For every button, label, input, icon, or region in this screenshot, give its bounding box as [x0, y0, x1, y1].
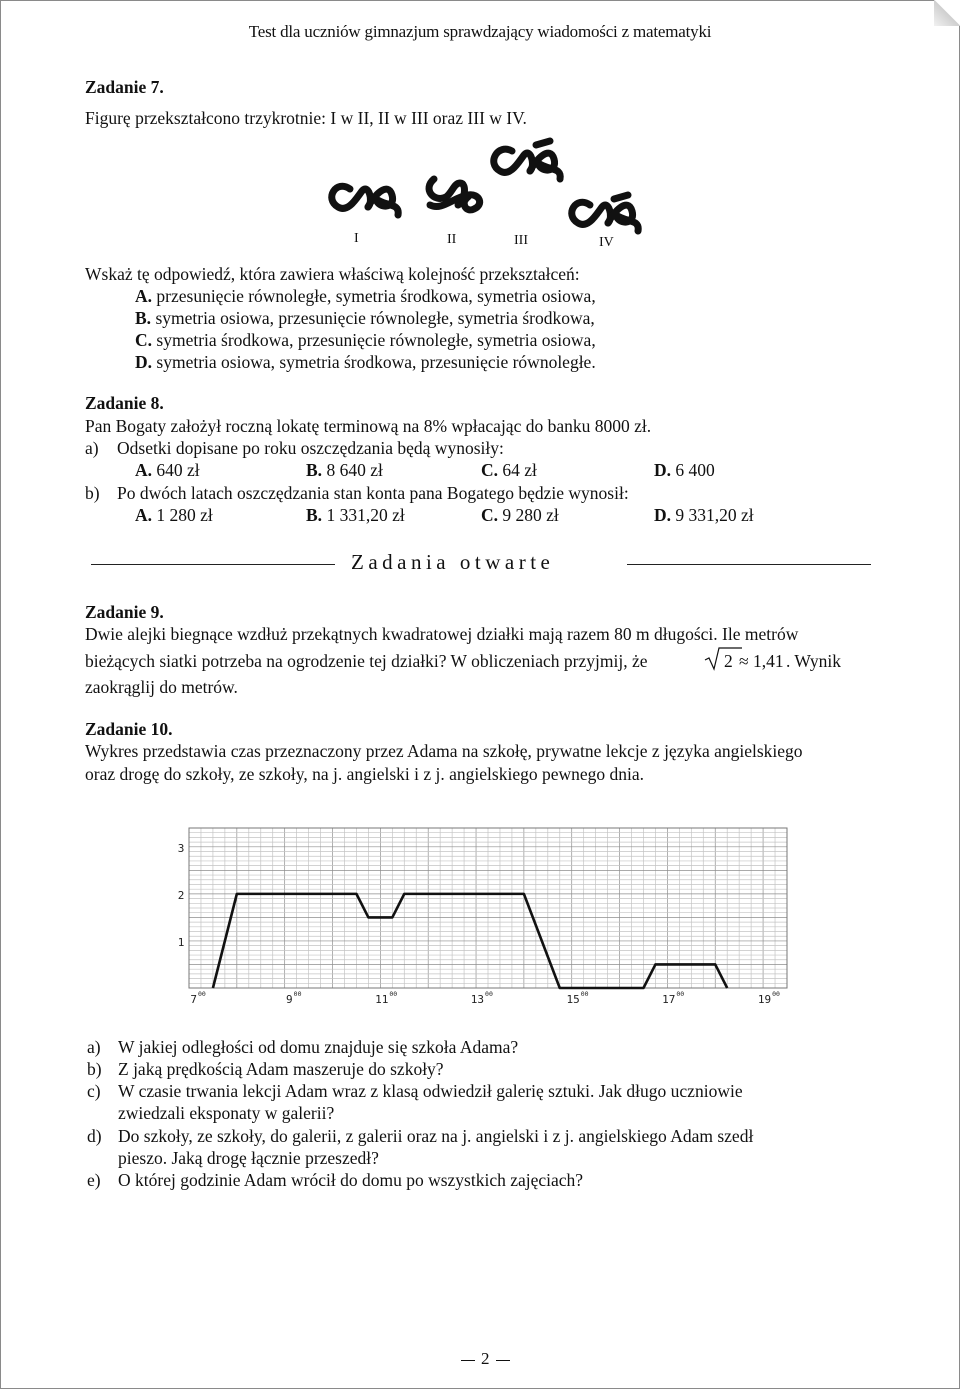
z9-line2-b: . Wynik	[786, 651, 842, 671]
x-tick-hour: 9	[286, 993, 293, 1006]
figure-iii	[494, 141, 560, 179]
z8-b-option-b	[306, 505, 405, 526]
page-number	[455, 1349, 516, 1369]
z7-question: Wskaż tę odpowiedź, która zawiera właściwą kolejność przekształceń:	[85, 264, 580, 284]
option-letter: C.	[481, 505, 499, 525]
label-iv: IV	[599, 235, 614, 250]
z9-line2-a: bieżących siatki potrzeba na ogrodzenie tej działki? W obliczeniach przyjmij, że	[85, 651, 648, 671]
x-tick-hour: 15	[566, 993, 580, 1006]
z7-title: Zadanie 7.	[85, 77, 164, 97]
y-tick-label: 2	[177, 888, 185, 902]
z8-a-option-d	[654, 460, 715, 481]
q-d-line2: pieszo. Jaką drogę łącznie przeszedł?	[118, 1148, 379, 1168]
x-tick-minutes: 00	[772, 990, 780, 998]
header-text: Test dla uczniów gimnazjum sprawdzający wiadomości z matematyki	[248, 22, 712, 41]
q-a-label: a)	[87, 1037, 101, 1057]
page-number-dash	[496, 1360, 510, 1361]
option-letter: A.	[135, 286, 153, 306]
timeline-chart	[165, 820, 805, 1020]
option-text: symetria środkowa, przesunięcie równoległe, symetria osiowa,	[156, 330, 596, 350]
option-letter: D.	[135, 352, 153, 372]
option-letter: B.	[306, 505, 323, 525]
label-i: I	[354, 231, 359, 246]
label-ii: II	[447, 232, 457, 247]
chart-tick-labels	[178, 842, 780, 1006]
z9-approx: ≈ 1,41	[739, 651, 784, 671]
option-text: symetria osiowa, symetria środkowa, przesunięcie równoległe.	[156, 352, 596, 372]
x-tick-minutes: 00	[198, 990, 206, 998]
z7-option-a	[135, 286, 596, 307]
x-tick-hour: 19	[757, 993, 772, 1006]
q-d-label: d)	[87, 1126, 102, 1146]
z8-b-text: Po dwóch latach oszczędzania stan konta pana Bogatego będzie wynosił:	[117, 483, 629, 503]
z7-intro: Figurę przekształcono trzykrotnie: I w II, II w III oraz III w IV.	[85, 108, 527, 128]
option-text: przesunięcie równoległe, symetria środkowa, symetria osiowa,	[156, 286, 596, 306]
z8-b-option-d	[654, 505, 754, 526]
option-text: 9 280 zł	[502, 505, 559, 525]
z8-b-option-a	[135, 505, 213, 526]
z7-option-c	[135, 330, 596, 351]
z7-option-d	[135, 352, 596, 373]
option-text: 8 640 zł	[326, 460, 383, 480]
divider-rule-left	[91, 564, 335, 565]
z8-a-label: a)	[85, 438, 99, 458]
option-text: symetria osiowa, przesunięcie równoległe, symetria środkowa,	[155, 308, 595, 328]
x-tick-minutes: 00	[676, 990, 685, 998]
option-letter: C.	[135, 330, 153, 350]
x-tick-minutes: 00	[389, 990, 398, 998]
x-tick-minutes: 00	[485, 990, 493, 998]
page-header	[0, 22, 960, 42]
option-text: 64 zł	[502, 460, 537, 480]
x-tick-minutes: 00	[580, 990, 589, 998]
x-tick-hour: 11	[375, 993, 389, 1006]
option-letter: B.	[306, 460, 323, 480]
q-c-line2: zwiedzali eksponaty w galerii?	[118, 1103, 335, 1123]
y-tick-label: 1	[177, 935, 185, 949]
q-b-label: b)	[87, 1059, 102, 1079]
q-c-label: c)	[87, 1081, 101, 1101]
x-tick-hour: 17	[662, 993, 676, 1006]
z10-line1: Wykres przedstawia czas przeznaczony przez Adama na szkołę, prywatne lekcje z języka angielskiego	[85, 741, 803, 761]
section-title: Zadania otwarte	[351, 550, 555, 574]
y-tick-label: 3	[177, 841, 185, 855]
sqrt-symbol	[704, 646, 744, 672]
z8-b-label: b)	[85, 483, 100, 503]
q-a-line1: W jakiej odległości od domu znajduje się szkoła Adama?	[118, 1037, 519, 1057]
z8-a-text: Odsetki dopisane po roku oszczędzania będą wynosiły:	[117, 438, 504, 458]
page-number-text: 2	[481, 1349, 490, 1368]
label-iii: III	[514, 233, 528, 248]
x-tick-hour: 13	[470, 993, 485, 1006]
z8-intro: Pan Bogaty założył roczną lokatę terminową na 8% wpłacając do banku 8000 zł.	[85, 416, 652, 436]
q-d-line1: Do szkoły, ze szkoły, do galerii, z galerii oraz na j. angielski i z j. angielskiego Adam szedł	[118, 1126, 754, 1146]
option-text: 6 400	[675, 460, 715, 480]
x-tick-minutes: 00	[293, 990, 302, 998]
z7-option-b	[135, 308, 595, 329]
z8-a-option-b	[306, 460, 383, 481]
q-b-line1: Z jaką prędkością Adam maszeruje do szkoły?	[118, 1059, 444, 1079]
q-e-label: e)	[87, 1170, 101, 1190]
page-number-dash	[461, 1360, 475, 1361]
z8-title: Zadanie 8.	[85, 393, 164, 413]
option-letter: A.	[135, 460, 153, 480]
divider-rule-right	[627, 564, 871, 565]
sqrt-arg: 2	[724, 651, 733, 671]
z8-a-option-c	[481, 460, 537, 481]
z10-line2: oraz drogę do szkoły, ze szkoły, na j. angielski i z j. angielskiego pewnego dnia.	[85, 764, 645, 784]
option-text: 9 331,20 zł	[675, 505, 754, 525]
option-text: 1 280 zł	[156, 505, 213, 525]
option-text: 1 331,20 zł	[326, 505, 405, 525]
option-letter: C.	[481, 460, 499, 480]
figure-i	[332, 186, 398, 215]
figure-iv	[572, 195, 638, 231]
z9-line1: Dwie alejki biegnące wzdłuż przekątnych kwadratowej działki mają razem 80 m długości. Ile metrów	[85, 624, 799, 644]
option-letter: B.	[135, 308, 152, 328]
z10-title: Zadanie 10.	[85, 719, 173, 739]
z9-line3: zaokrąglij do metrów.	[85, 677, 238, 697]
option-letter: D.	[654, 460, 672, 480]
q-e-line1: O której godzinie Adam wrócił do domu po wszystkich zajęciach?	[118, 1170, 584, 1190]
z8-b-option-c	[481, 505, 559, 526]
z9-title: Zadanie 9.	[85, 602, 164, 622]
chart-svg	[165, 820, 805, 1015]
open-tasks-divider	[91, 550, 871, 577]
x-tick-hour: 7	[190, 993, 197, 1006]
option-text: 640 zł	[156, 460, 200, 480]
z8-a-option-a	[135, 460, 200, 481]
option-letter: A.	[135, 505, 153, 525]
q-c-line1: W czasie trwania lekcji Adam wraz z klasą odwiedził galerię sztuki. Jak długo uczniowie	[118, 1081, 743, 1101]
figure-ii	[429, 179, 480, 210]
option-letter: D.	[654, 505, 672, 525]
